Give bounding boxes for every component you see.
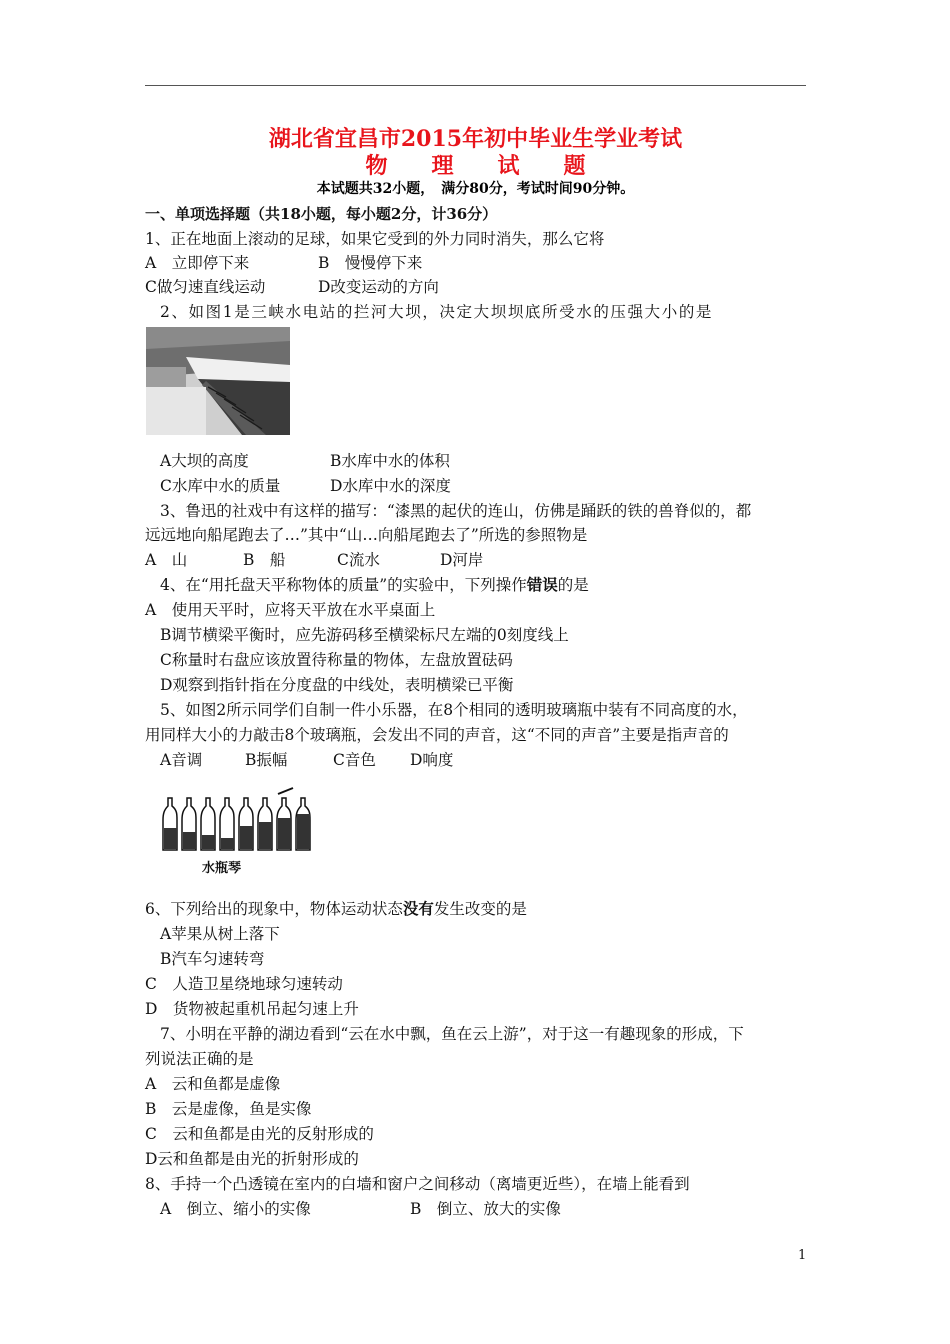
q6-option-a: A苹果从树上落下 [160, 925, 280, 943]
q3-option-d: D河岸 [440, 551, 484, 569]
q7-option-b: B 云是虚像，鱼是实像 [145, 1100, 312, 1118]
q6-stem: 6、下列给出的现象中，物体运动状态没有发生改变的是 [145, 899, 527, 918]
q6-option-b: B汽车匀速转弯 [160, 950, 265, 968]
q5-option-d: D响度 [410, 751, 454, 769]
section-heading: 一、单项选择题（共18小题，每小题2分，计36分） [145, 205, 498, 223]
q2-option-d: D水库中水的深度 [330, 477, 451, 495]
q7-option-a: A 云和鱼都是虚像 [145, 1075, 281, 1093]
q6-option-d: D 货物被起重机吊起匀速上升 [145, 1000, 359, 1018]
page-number: 1 [798, 1248, 807, 1263]
q7-stem-line1: 7、小明在平静的湖边看到“云在水中飘，鱼在云上游”，对于这一有趣现象的形成，下 [160, 1025, 744, 1043]
q7-option-c: C 云和鱼都是由光的反射形成的 [145, 1125, 374, 1143]
figure-caption: 水瓶琴 [202, 861, 242, 876]
q3-stem-line2: 远远地向船尾跑去了…”其中“山…向船尾跑去了”所选的参照物是 [145, 526, 588, 544]
water-bottle-xylophone-figure [160, 776, 320, 880]
q5-option-a: A音调 [160, 751, 203, 769]
top-rule [145, 85, 806, 86]
q2-option-b: B水库中水的体积 [330, 452, 450, 470]
q4-option-d: D观察到指针指在分度盘的中线处，表明横梁已平衡 [160, 676, 514, 694]
q4-stem: 4、在“用托盘天平称物体的质量”的实验中，下列操作错误的是 [160, 575, 589, 594]
q3-option-a: A 山 [145, 551, 188, 569]
q3-option-b: B 船 [243, 551, 286, 569]
q5-stem-line2: 用同样大小的力敲击8个玻璃瓶，会发出不同的声音，这“不同的声音”主要是指声音的 [145, 726, 729, 744]
q3-option-c: C流水 [337, 551, 380, 569]
q2-option-a: A大坝的高度 [160, 452, 249, 470]
q5-option-c: C音色 [333, 751, 376, 769]
q4-option-b: B调节横梁平衡时，应先游码移至横梁标尺左端的0刻度线上 [160, 626, 569, 644]
q6-option-c: C 人造卫星绕地球匀速转动 [145, 975, 343, 993]
q8-option-b: B 倒立、放大的实像 [410, 1200, 561, 1218]
exam-info: 本试题共32小题， 满分80分，考试时间90分钟。 [316, 181, 635, 197]
q1-option-b: B 慢慢停下来 [318, 254, 423, 272]
q8-option-a: A 倒立、缩小的实像 [160, 1200, 311, 1218]
q4-option-c: C称量时右盘应该放置待称量的物体，左盘放置砝码 [160, 651, 513, 669]
q2-stem: 2、如图1是三峡水电站的拦河大坝，决定大坝坝底所受水的压强大小的是 [160, 303, 714, 321]
q3-stem-line1: 3、鲁迅的社戏中有这样的描写：“漆黑的起伏的连山，仿佛是踊跃的铁的兽脊似的，都 [160, 502, 752, 520]
q2-option-c: C水库中水的质量 [160, 477, 281, 495]
exam-title: 湖北省宜昌市2015年初中毕业生学业考试 [268, 126, 683, 152]
q5-stem-line1: 5、如图2所示同学们自制一件小乐器，在8个相同的透明玻璃瓶中装有不同高度的水， [160, 701, 748, 719]
q1-option-d: D改变运动的方向 [318, 278, 439, 296]
dam-photo [146, 327, 290, 435]
q1-stem: 1、正在地面上滚动的足球，如果它受到的外力同时消失，那么它将 [145, 230, 605, 248]
q7-stem-line2: 列说法正确的是 [145, 1050, 254, 1068]
q1-option-a: A 立即停下来 [145, 254, 250, 272]
q7-option-d: D云和鱼都是由光的折射形成的 [145, 1150, 359, 1168]
q1-option-c: C做匀速直线运动 [145, 278, 266, 296]
q8-stem: 8、手持一个凸透镜在室内的白墙和窗户之间移动（离墙更近些），在墙上能看到 [145, 1175, 690, 1193]
q5-option-b: B振幅 [245, 751, 288, 769]
q4-option-a: A 使用天平时，应将天平放在水平桌面上 [145, 601, 436, 619]
exam-subtitle: 物 理 试 题 [365, 153, 586, 179]
